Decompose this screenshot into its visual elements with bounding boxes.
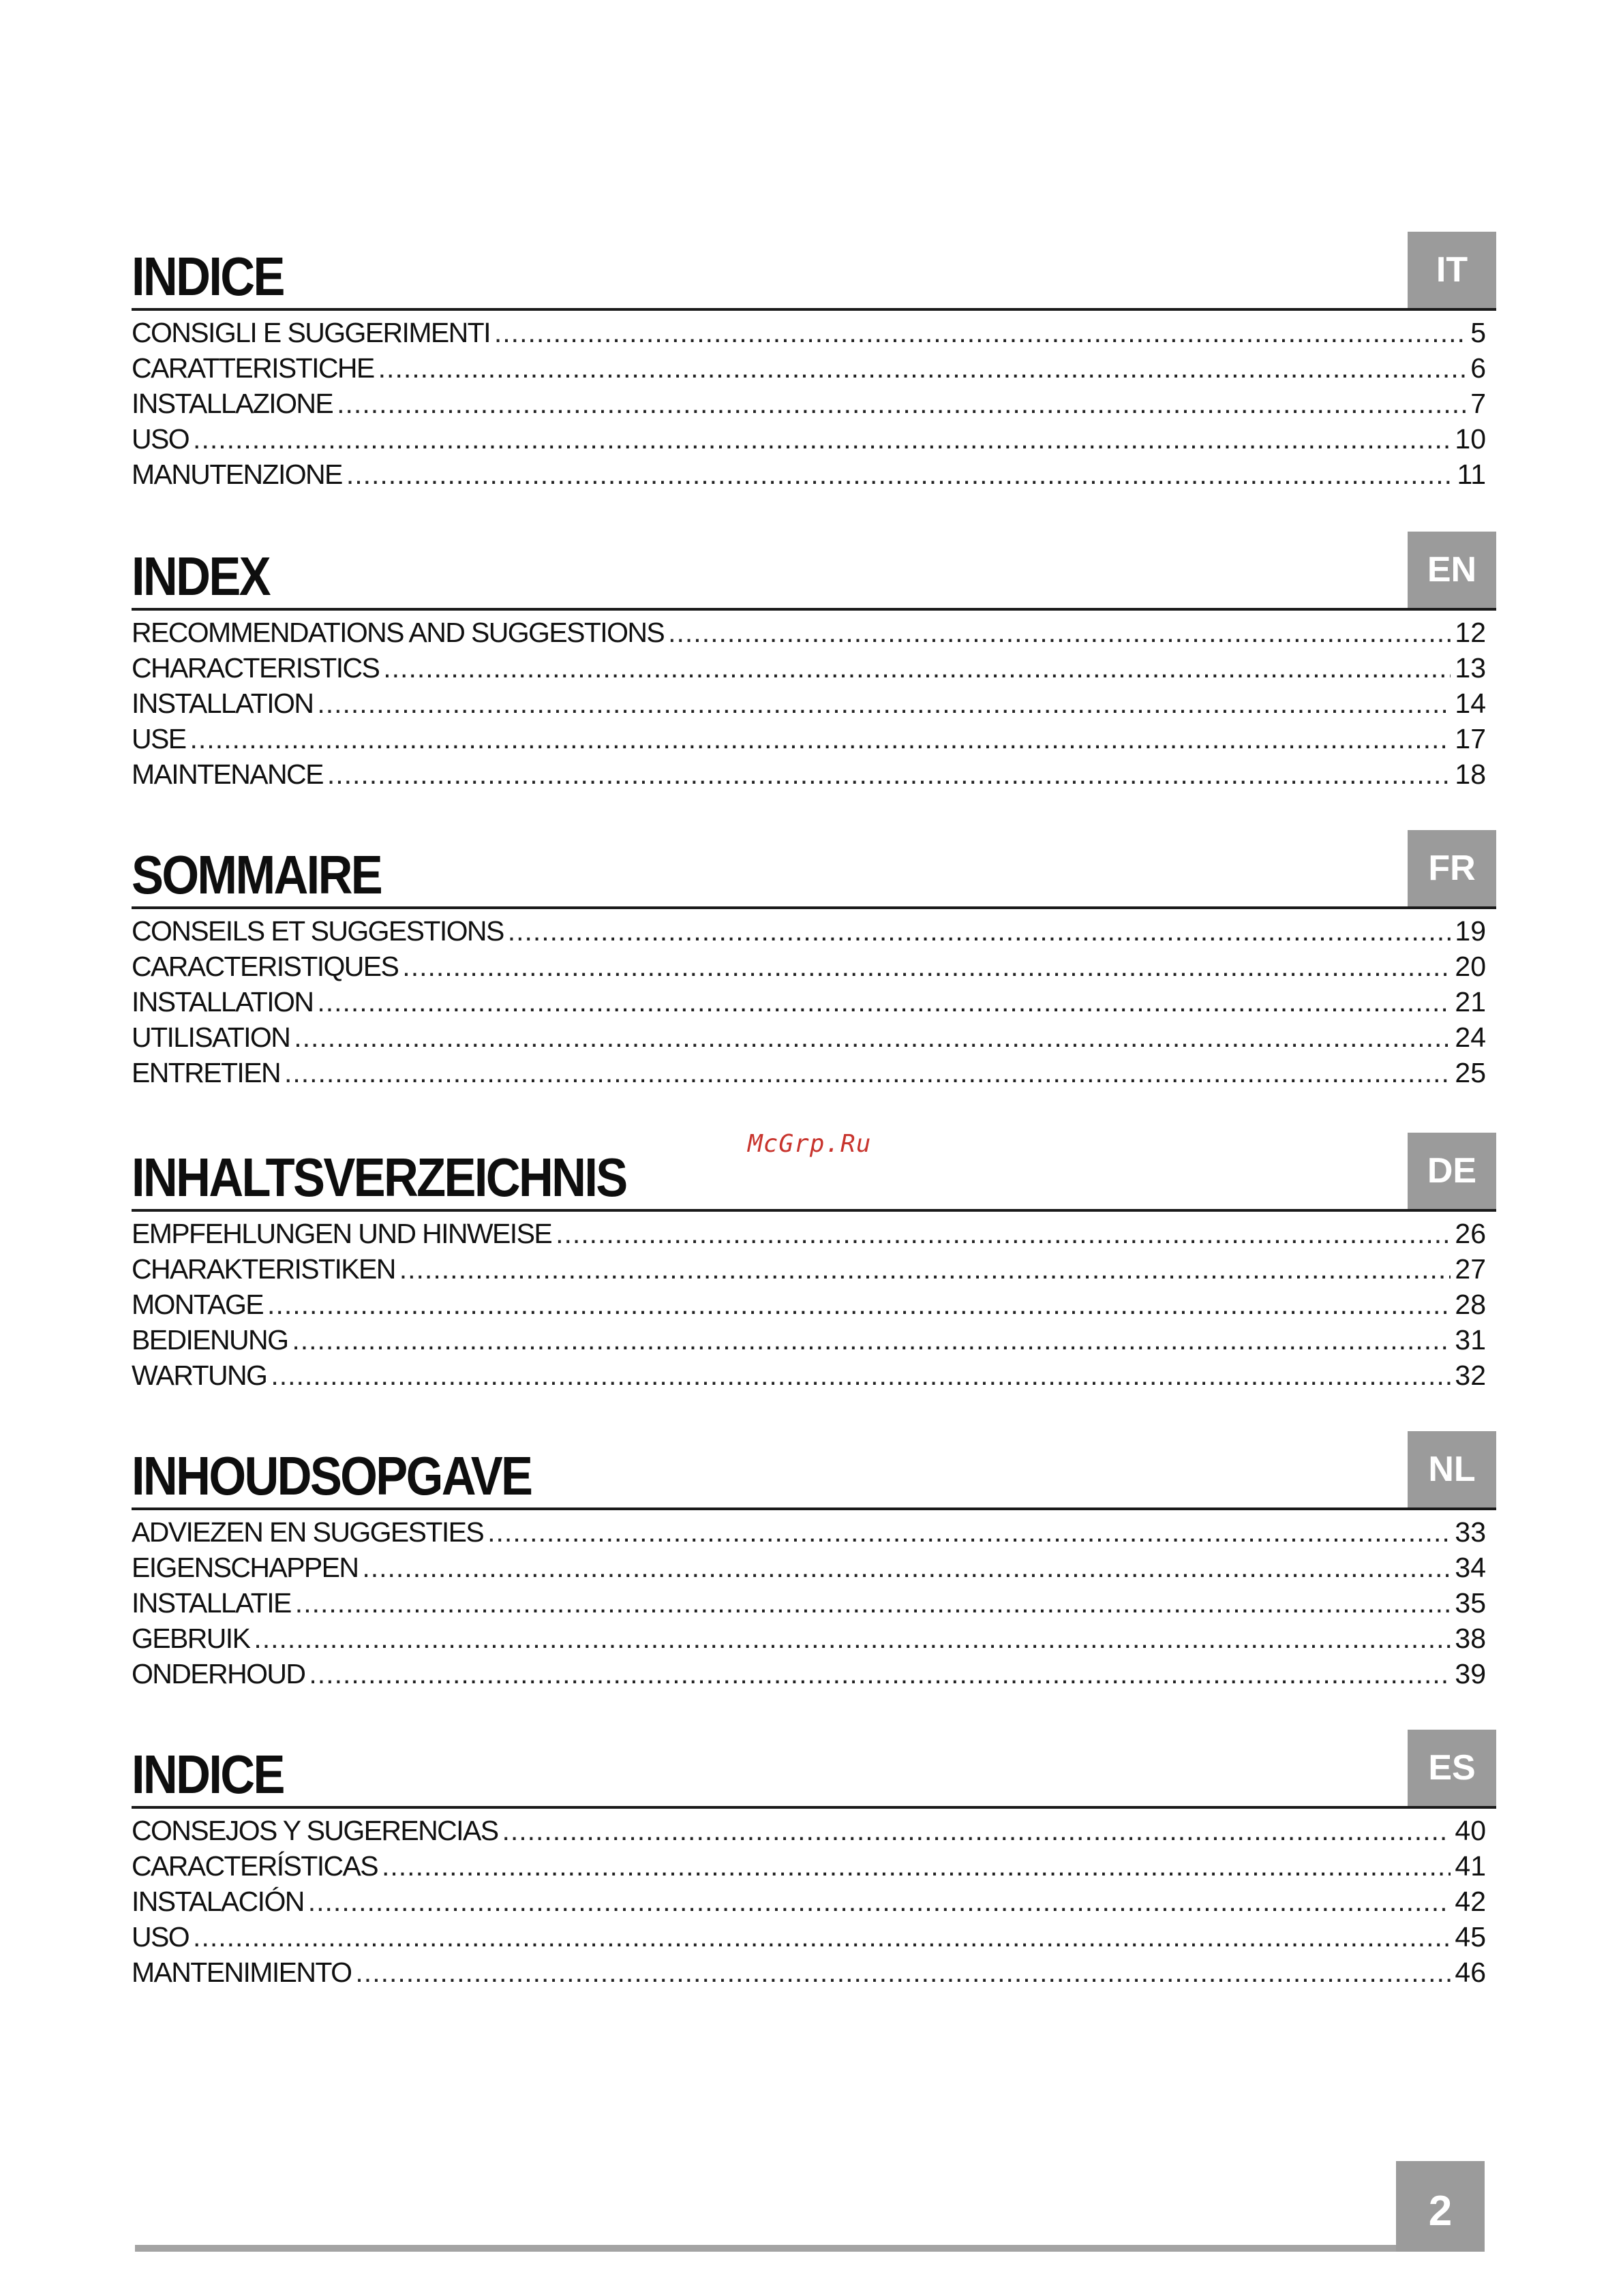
- toc-entry-list: [132, 611, 1494, 792]
- toc-entry-page: 40: [1455, 1815, 1486, 1846]
- toc-entry-label: RECOMMENDATIONS AND SUGGESTIONS: [132, 617, 665, 648]
- section-header: [132, 1730, 1494, 1806]
- toc-entry-page: 27: [1455, 1253, 1486, 1285]
- section-header: [132, 232, 1494, 308]
- dot-leader: [317, 984, 1451, 1020]
- language-badge: NL: [1408, 1431, 1496, 1507]
- toc-entry-page: 21: [1455, 986, 1486, 1017]
- section-header: [132, 830, 1494, 906]
- toc-entry-page: 38: [1455, 1623, 1486, 1654]
- dot-leader: [337, 386, 1466, 421]
- toc-entry-label: INSTALACIÓN: [132, 1886, 304, 1917]
- toc-entry[interactable]: [132, 984, 1486, 1020]
- section-title: INDICE: [132, 1744, 284, 1805]
- language-badge: FR: [1408, 830, 1496, 906]
- page-number-badge: 2: [1396, 2161, 1485, 2252]
- dot-leader: [295, 1585, 1451, 1621]
- dot-leader: [294, 1020, 1451, 1055]
- language-badge: DE: [1408, 1133, 1496, 1209]
- section-title: INHALTSVERZEICHNIS: [132, 1147, 626, 1208]
- toc-entry-page: 20: [1455, 951, 1486, 982]
- dot-leader: [308, 1884, 1451, 1919]
- toc-entry-page: 45: [1455, 1921, 1486, 1953]
- language-badge: EN: [1408, 532, 1496, 608]
- toc-entry-label: EIGENSCHAPPEN: [132, 1552, 359, 1583]
- toc-entry[interactable]: [132, 913, 1486, 949]
- toc-entry[interactable]: [132, 1251, 1486, 1287]
- toc-entry[interactable]: [132, 1884, 1486, 1919]
- toc-entry-list: [132, 1809, 1494, 1990]
- toc-entry[interactable]: [132, 1621, 1486, 1656]
- section-title: INHOUDSOPGAVE: [132, 1445, 532, 1506]
- toc-entry-page: 17: [1455, 723, 1486, 754]
- toc-entry-label: USO: [132, 423, 189, 455]
- toc-section-en: [132, 532, 1494, 792]
- toc-entry[interactable]: [132, 650, 1486, 686]
- toc-entry-label: EMPFEHLUNGEN UND HINWEISE: [132, 1218, 552, 1249]
- toc-entry-page: 19: [1455, 915, 1486, 947]
- dot-leader: [399, 1251, 1451, 1287]
- dot-leader: [502, 1813, 1451, 1848]
- dot-leader: [254, 1621, 1451, 1656]
- toc-entry-label: CARATTERISTICHE: [132, 352, 374, 384]
- toc-entry-page: 46: [1455, 1957, 1486, 1988]
- toc-entry-page: 24: [1455, 1022, 1486, 1053]
- toc-entry[interactable]: [132, 1656, 1486, 1692]
- toc-entry-label: CONSIGLI E SUGGERIMENTI: [132, 317, 490, 348]
- toc-entry[interactable]: [132, 421, 1486, 457]
- toc-entry-page: 39: [1455, 1658, 1486, 1689]
- dot-leader: [508, 913, 1451, 949]
- watermark: McGrp.Ru: [748, 1130, 872, 1158]
- dot-leader: [378, 350, 1467, 386]
- dot-leader: [267, 1287, 1451, 1322]
- toc-entry[interactable]: [132, 1585, 1486, 1621]
- toc-entry-label: INSTALLATIE: [132, 1587, 291, 1619]
- dot-leader: [668, 615, 1451, 650]
- toc-entry[interactable]: [132, 1287, 1486, 1322]
- language-badge: ES: [1408, 1730, 1496, 1806]
- toc-entry-label: ENTRETIEN: [132, 1057, 280, 1088]
- toc-entry-page: 7: [1470, 388, 1486, 419]
- dot-leader: [317, 686, 1451, 721]
- dot-leader: [292, 1322, 1451, 1358]
- toc-entry-page: 18: [1455, 759, 1486, 790]
- toc-entry-label: MONTAGE: [132, 1289, 264, 1320]
- toc-entry-label: WARTUNG: [132, 1360, 267, 1391]
- toc-entry-label: MANUTENZIONE: [132, 459, 342, 490]
- toc-entry[interactable]: [132, 1813, 1486, 1848]
- toc-entry[interactable]: [132, 721, 1486, 756]
- toc-entry-list: [132, 1510, 1494, 1692]
- toc-entry-page: 41: [1455, 1850, 1486, 1882]
- toc-entry-list: [132, 311, 1494, 492]
- toc-entry[interactable]: [132, 949, 1486, 984]
- footer-divider: [135, 2245, 1396, 2252]
- toc-entry-page: 34: [1455, 1552, 1486, 1583]
- toc-entry-label: CONSEJOS Y SUGERENCIAS: [132, 1815, 498, 1846]
- dot-leader: [271, 1358, 1451, 1393]
- toc-entry-label: BEDIENUNG: [132, 1324, 288, 1356]
- dot-leader: [383, 650, 1451, 686]
- toc-entry-label: INSTALLAZIONE: [132, 388, 333, 419]
- dot-leader: [309, 1656, 1451, 1692]
- toc-entry-label: MAINTENANCE: [132, 759, 323, 790]
- toc-entry-label: ONDERHOUD: [132, 1658, 305, 1689]
- toc-entry[interactable]: [132, 756, 1486, 792]
- toc-entry[interactable]: [132, 1514, 1486, 1550]
- dot-leader: [284, 1055, 1451, 1090]
- toc-entry-label: INSTALLATION: [132, 986, 314, 1017]
- toc-entry-page: 13: [1455, 652, 1486, 684]
- toc-entry-list: [132, 909, 1494, 1090]
- toc-entry[interactable]: [132, 686, 1486, 721]
- dot-leader: [402, 949, 1451, 984]
- toc-entry[interactable]: [132, 1322, 1486, 1358]
- section-title: INDICE: [132, 246, 284, 307]
- toc-entry-label: CARACTERÍSTICAS: [132, 1850, 378, 1882]
- toc-entry-page: 33: [1455, 1516, 1486, 1548]
- dot-leader: [382, 1848, 1451, 1884]
- dot-leader: [355, 1955, 1451, 1990]
- toc-entry-label: ADVIEZEN EN SUGGESTIES: [132, 1516, 484, 1548]
- toc-entry-label: USO: [132, 1921, 189, 1953]
- toc-entry[interactable]: [132, 1020, 1486, 1055]
- toc-entry-page: 26: [1455, 1218, 1486, 1249]
- toc-entry-page: 11: [1457, 459, 1486, 490]
- dot-leader: [362, 1550, 1451, 1585]
- section-header: [132, 532, 1494, 608]
- dot-leader: [556, 1216, 1451, 1251]
- toc-entry-label: INSTALLATION: [132, 688, 314, 719]
- dot-leader: [190, 721, 1451, 756]
- toc-entry-page: 6: [1470, 352, 1486, 384]
- toc-entry-page: 35: [1455, 1587, 1486, 1619]
- toc-section-de: [132, 1133, 1494, 1393]
- dot-leader: [193, 1919, 1451, 1955]
- dot-leader: [494, 315, 1466, 350]
- toc-entry-page: 28: [1455, 1289, 1486, 1320]
- dot-leader: [193, 421, 1451, 457]
- toc-entry-page: 5: [1470, 317, 1486, 348]
- toc-entry-page: 14: [1455, 688, 1486, 719]
- toc-section-es: [132, 1730, 1494, 1990]
- toc-entry-page: 31: [1455, 1324, 1486, 1356]
- toc-entry-page: 42: [1455, 1886, 1486, 1917]
- toc-entry[interactable]: [132, 1216, 1486, 1251]
- toc-entry[interactable]: [132, 1955, 1486, 1990]
- language-badge: IT: [1408, 232, 1496, 308]
- toc-entry[interactable]: [132, 1919, 1486, 1955]
- toc-section-nl: [132, 1431, 1494, 1692]
- section-title: SOMMAIRE: [132, 844, 382, 905]
- toc-entry[interactable]: [132, 1848, 1486, 1884]
- toc-entry[interactable]: [132, 457, 1486, 492]
- toc-entry-label: UTILISATION: [132, 1022, 290, 1053]
- dot-leader: [487, 1514, 1451, 1550]
- toc-entry-page: 12: [1455, 617, 1486, 648]
- toc-entry-list: [132, 1212, 1494, 1393]
- toc-entry[interactable]: [132, 1055, 1486, 1090]
- toc-entry-label: GEBRUIK: [132, 1623, 250, 1654]
- toc-entry-label: CHARAKTERISTIKEN: [132, 1253, 395, 1285]
- toc-entry[interactable]: [132, 315, 1486, 350]
- toc-section-it: [132, 232, 1494, 492]
- dot-leader: [346, 457, 1453, 492]
- toc-entry-label: CHARACTERISTICS: [132, 652, 380, 684]
- toc-entry-label: MANTENIMIENTO: [132, 1957, 352, 1988]
- toc-entry-label: CARACTERISTIQUES: [132, 951, 399, 982]
- toc-entry[interactable]: [132, 1550, 1486, 1585]
- toc-entry-page: 25: [1455, 1057, 1486, 1088]
- toc-entry-page: 10: [1455, 423, 1486, 455]
- toc-entry[interactable]: [132, 1358, 1486, 1393]
- section-title: INDEX: [132, 546, 269, 607]
- toc-entry-label: CONSEILS ET SUGGESTIONS: [132, 915, 504, 947]
- toc-section-fr: [132, 830, 1494, 1090]
- toc-entry-page: 32: [1455, 1360, 1486, 1391]
- toc-entry[interactable]: [132, 350, 1486, 386]
- toc-entry-label: USE: [132, 723, 186, 754]
- toc-entry[interactable]: [132, 386, 1486, 421]
- section-header: [132, 1431, 1494, 1507]
- toc-entry[interactable]: [132, 615, 1486, 650]
- dot-leader: [327, 756, 1451, 792]
